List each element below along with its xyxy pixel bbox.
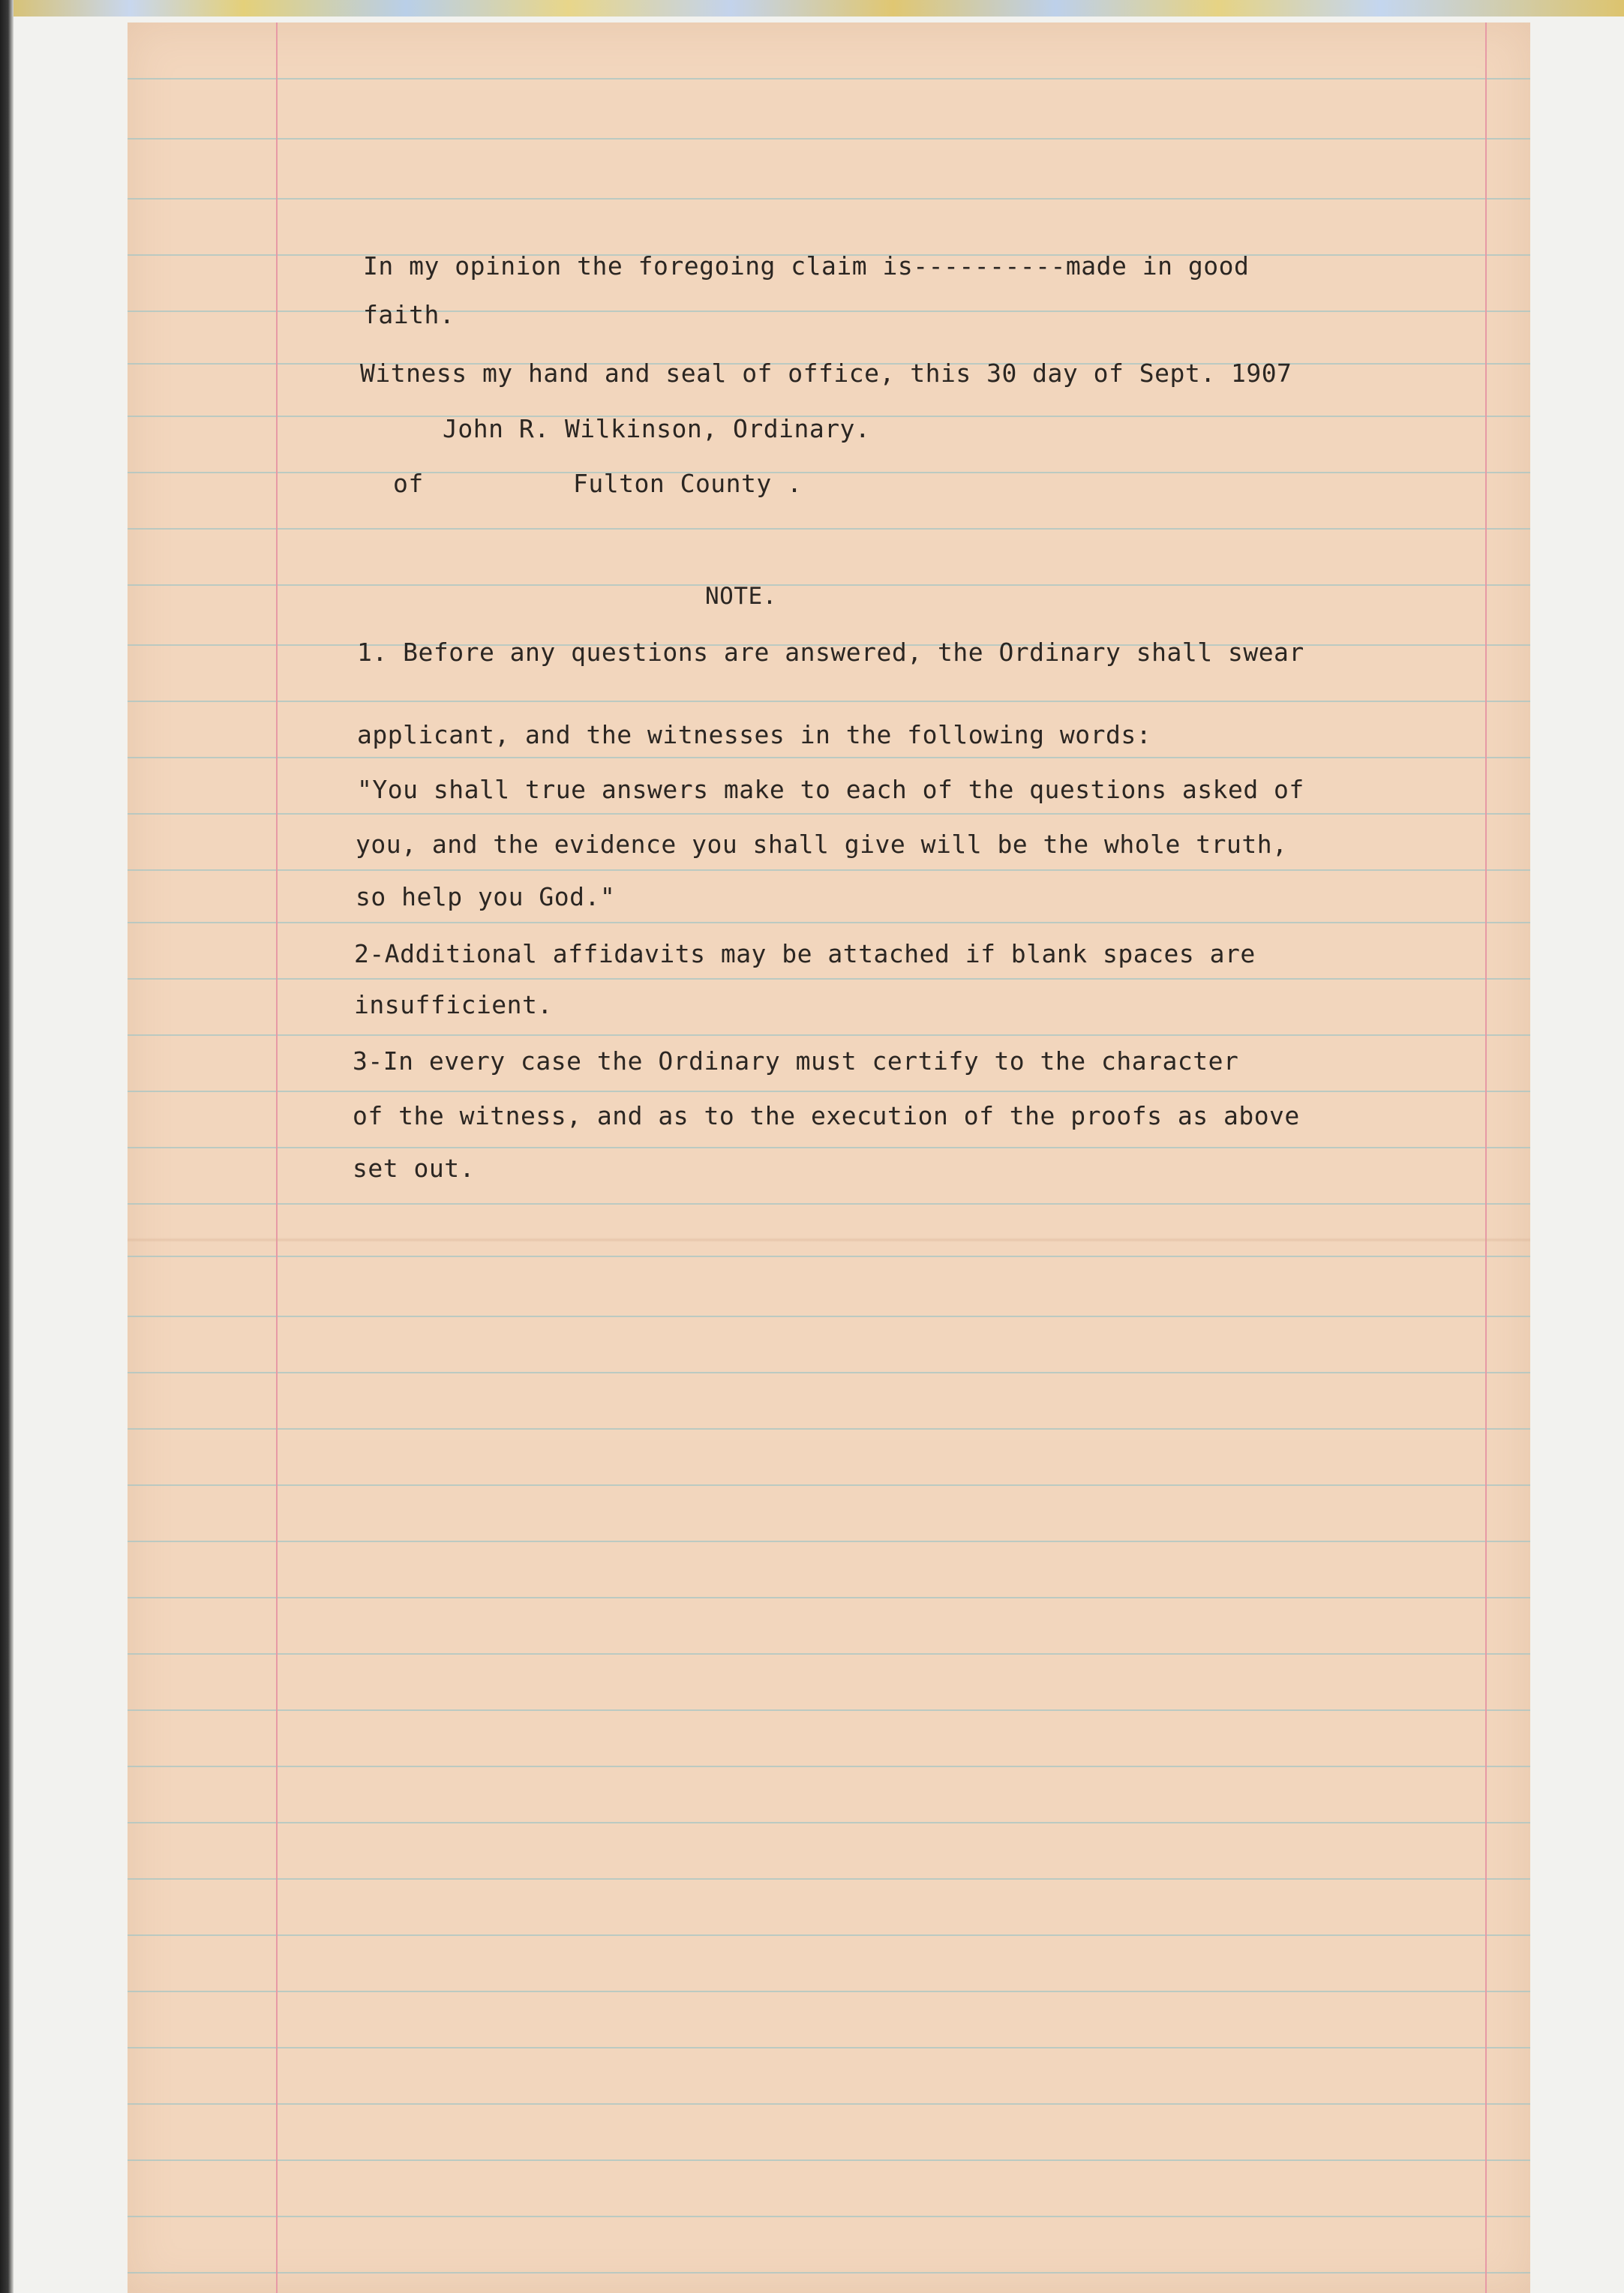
note-3-line: 3-In every case the Ordinary must certify to the character xyxy=(353,1046,1239,1076)
note-3-end: set out. xyxy=(353,1154,475,1183)
ruled-paper-page xyxy=(128,23,1530,2293)
faith-line: faith. xyxy=(363,300,455,329)
oath-line-2: you, and the evidence you shall give will be the whole truth, xyxy=(356,830,1288,859)
left-margin-line xyxy=(276,23,278,2293)
witness-line: Witness my hand and seal of office, this 30 day of Sept. 1907 xyxy=(360,359,1292,388)
note-1-line: 1. Before any questions are answered, the Ordinary shall swear xyxy=(357,638,1304,667)
scan-color-strip xyxy=(0,0,1624,17)
oath-line-3: so help you God." xyxy=(356,882,616,911)
right-margin-line xyxy=(1485,23,1487,2293)
of-label: of xyxy=(393,469,424,498)
note-heading: NOTE. xyxy=(705,583,777,610)
scan-edge-shadow xyxy=(0,0,14,2293)
note-3-continuation: of the witness, and as to the execution of the proofs as above xyxy=(353,1101,1300,1130)
note-2-continuation: insufficient. xyxy=(354,990,553,1019)
note-2-line: 2-Additional affidavits may be attached if blank spaces are xyxy=(354,939,1256,968)
paper-fold-crease xyxy=(128,1238,1530,1242)
county-line: Fulton County . xyxy=(573,469,803,498)
oath-line-1: "You shall true answers make to each of the questions asked of xyxy=(357,775,1304,804)
note-1-continuation: applicant, and the witnesses in the following words: xyxy=(357,720,1152,749)
opinion-line: In my opinion the foregoing claim is----------made in good xyxy=(363,251,1250,281)
ordinary-name-line: John R. Wilkinson, Ordinary. xyxy=(443,414,871,443)
